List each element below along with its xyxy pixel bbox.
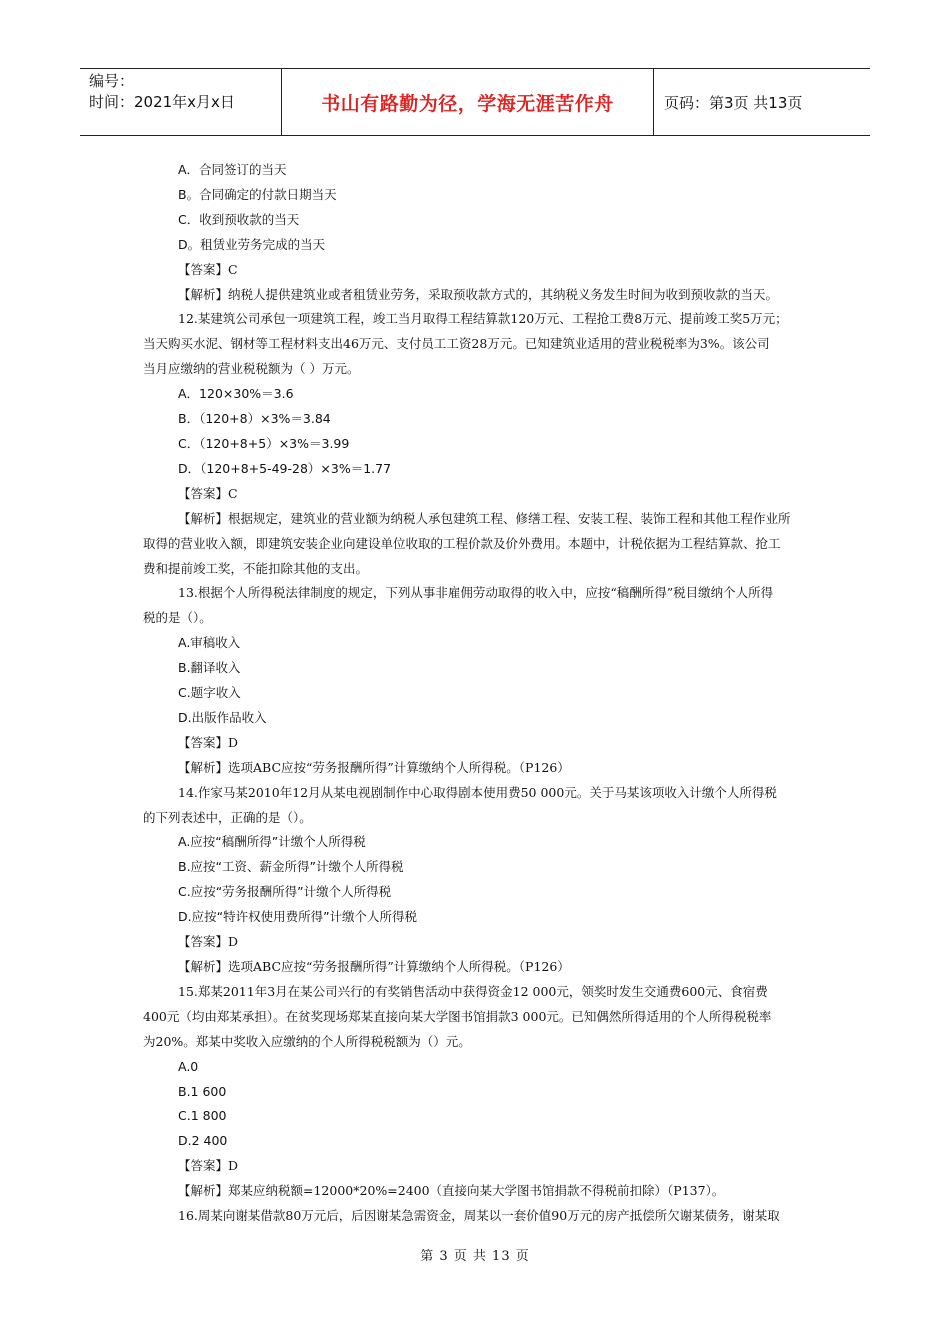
option-line: D.2 400 <box>178 1133 228 1149</box>
option-line: C.题字收入 <box>178 685 241 701</box>
option-line: D。租赁业劳务完成的当天 <box>178 236 326 252</box>
text-line: 费和提前竣工奖，不能扣除其他的支出。 <box>143 560 369 576</box>
option-line: C.1 800 <box>178 1108 227 1124</box>
text-line: 12.某建筑公司承包一项建筑工程，竣工当月取得工程结算款120万元、工程抢工费8万元、提前竣工奖5万元； <box>178 311 788 327</box>
option-line: C．收到预收款的当天 <box>178 211 300 227</box>
option-line: C.应按“劳务报酬所得”计缴个人所得税 <box>178 884 392 900</box>
header-motto <box>282 69 654 135</box>
motto-text: 书山有路勤为径，学海无涯苦作舟 <box>321 92 614 115</box>
text-line: 16.周某向谢某借款80万元后，后因谢某急需资金，周某以一套价值90万元的房产抵偿所欠谢某债务，谢某取 <box>178 1208 780 1224</box>
option-line: B。合同确定的付款日期当天 <box>178 186 337 202</box>
answer-line: 【答案】C <box>178 261 238 277</box>
document-body <box>143 158 811 1229</box>
text-line: 15.郑某2011年3月在某公司兴行的有奖销售活动中获得资金12 000元，领奖时发生交通费600元、食宿费 <box>178 983 768 999</box>
option-line: D.应按“特许权使用费所得”计缴个人所得税 <box>178 909 418 925</box>
document-header <box>80 68 870 136</box>
option-line: A．合同签订的当天 <box>178 162 287 177</box>
option-line: D.出版作品收入 <box>178 709 267 725</box>
header-page-info <box>654 69 870 135</box>
answer-line: 【解析】选项ABC应按“劳务报酬所得”计算缴纳个人所得税。（P126） <box>178 959 570 974</box>
option-line: A.应按“稿酬所得”计缴个人所得税 <box>178 834 366 850</box>
option-line: D．（120+8+5-49-28）×3%＝1.77 <box>178 460 392 476</box>
text-line: 取得的营业收入额，即建筑安装企业向建设单位收取的工程价款及价外费用。本题中，计税依据为工程结算款、抢工 <box>143 535 781 551</box>
option-line: A．120×30%＝3.6 <box>178 386 294 402</box>
header-meta <box>80 69 282 135</box>
answer-line: 【解析】纳税人提供建筑业或者租赁业劳务，采取预收款方式的，其纳税义务发生时间为收到预收款的当天。 <box>178 286 779 302</box>
answer-line: 【解析】选项ABC应按“劳务报酬所得”计算缴纳个人所得税。（P126） <box>178 759 570 775</box>
answer-line: 【答案】D <box>178 1158 239 1174</box>
option-line: B.翻译收入 <box>178 660 241 676</box>
answer-line: 【答案】D <box>178 934 239 950</box>
text-line: 14.作家马某2010年12月从某电视剧制作中心取得剧本使用费50 000元。关于马某该项收入计缴个人所得税 <box>178 784 777 800</box>
option-line: C．（120+8+5）×3%＝3.99 <box>178 435 350 451</box>
option-line: A.0 <box>178 1058 199 1074</box>
option-line: A.审稿收入 <box>178 635 241 651</box>
text-line: 400元（均由郑某承担）。在贫奖现场郑某直接向某大学图书馆捐款3 000元。已知偶然所得适用的个人所得税税率 <box>143 1008 772 1024</box>
page-footer <box>0 1245 950 1264</box>
answer-line: 【答案】C <box>178 485 238 501</box>
answer-line: 【解析】根据规定，建筑业的营业额为纳税人承包建筑工程、修缮工程、安装工程、装饰工程和其他工程作业所 <box>178 510 791 526</box>
option-line: B.1 600 <box>178 1083 227 1099</box>
page-info-text: 页码：第3页 共13页 <box>664 93 803 112</box>
text-line: 的下列表述中，正确的是（）。 <box>143 809 312 825</box>
option-line: B.应按“工资、薪金所得”计缴个人所得税 <box>178 859 404 875</box>
text-line: 13.根据个人所得税法律制度的规定，下列从事非雇佣劳动取得的收入中，应按“稿酬所得”税目缴纳个人所得 <box>178 585 774 601</box>
option-line: B．（120+8）×3%＝3.84 <box>178 411 331 427</box>
text-line: 当月应缴纳的营业税税额为（ ）万元。 <box>143 361 360 377</box>
text-line: 税的是（）。 <box>143 610 212 626</box>
text-line: 为20%。郑某中奖收入应缴纳的个人所得税税额为（）元。 <box>143 1033 471 1049</box>
answer-line: 【解析】郑某应纳税额=12000*20%=2400（直接向某大学图书馆捐款不得税前扣除）（P137）。 <box>178 1183 725 1199</box>
footer-page-number: 第 3 页 共 13 页 <box>420 1249 530 1264</box>
text-line: 当天购买水泥、钢材等工程材料支出46万元、支付员工工资28万元。已知建筑业适用的营业税税率为3%。该公司 <box>143 336 770 352</box>
number-label: 编号： <box>89 72 135 90</box>
time-label: 时间：2021年x月x日 <box>89 93 235 111</box>
answer-line: 【答案】D <box>178 734 239 750</box>
